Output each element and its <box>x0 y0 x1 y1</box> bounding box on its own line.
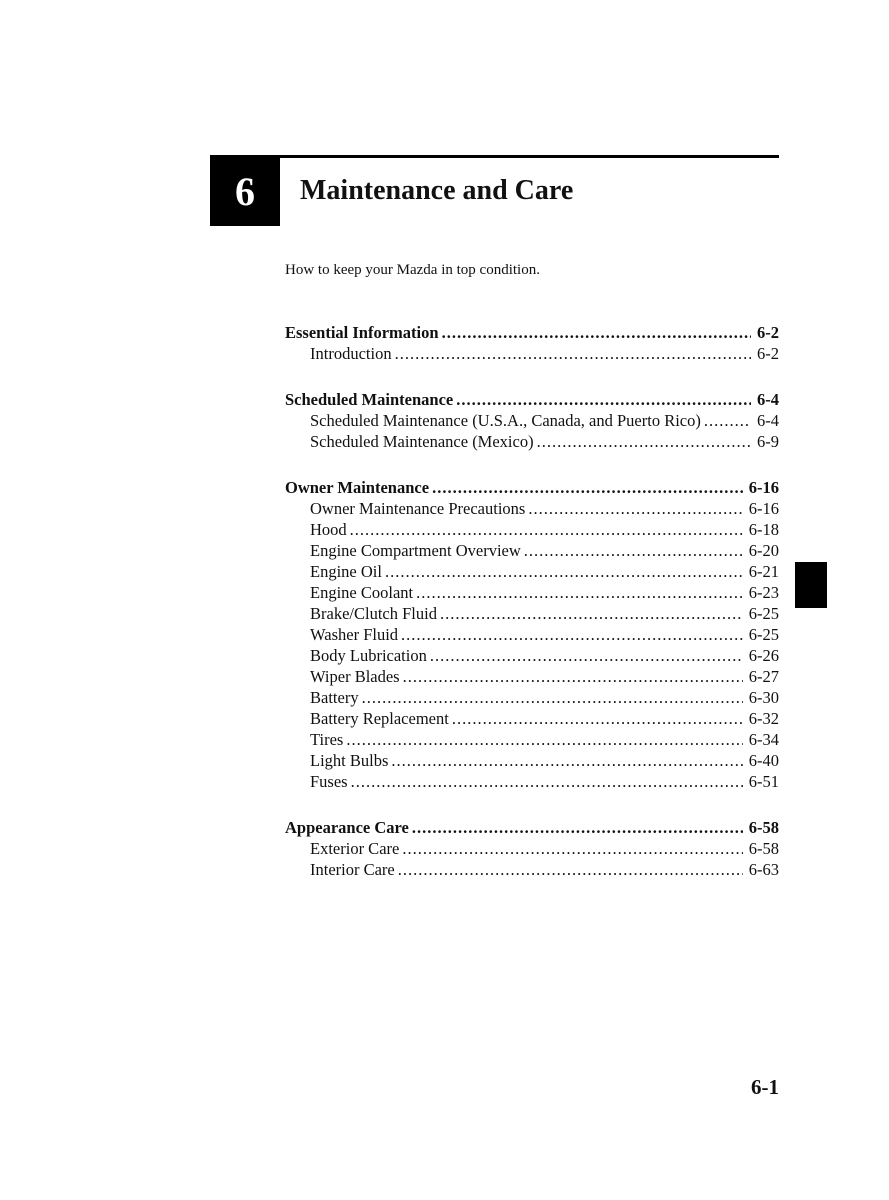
toc-entry-page: 6-63 <box>748 860 779 879</box>
dot-leader <box>524 540 743 561</box>
toc-section-heading-page: 6-4 <box>757 390 779 409</box>
toc-entry-page: 6-26 <box>748 646 779 665</box>
toc-entry[interactable] <box>285 645 779 666</box>
toc-entry-label: Battery Replacement <box>310 709 449 728</box>
toc-entry-page: 6-30 <box>748 688 779 707</box>
toc-section-heading[interactable] <box>285 817 779 838</box>
toc-entry-page: 6-21 <box>748 562 779 581</box>
toc-entry-page: 6-32 <box>748 709 779 728</box>
toc-entry-label: Introduction <box>310 344 392 363</box>
toc-entry[interactable] <box>285 582 779 603</box>
toc-entry-page: 6-18 <box>748 520 779 539</box>
toc-entry-page: 6-2 <box>757 344 779 363</box>
dot-leader <box>395 343 751 364</box>
toc-entry-label: Light Bulbs <box>310 751 389 770</box>
toc-entry-page: 6-23 <box>748 583 779 602</box>
toc-section-heading[interactable] <box>285 389 779 410</box>
toc-section <box>285 817 779 880</box>
dot-leader <box>350 519 743 540</box>
toc-entry-label: Fuses <box>310 772 348 791</box>
chapter-intro: How to keep your Mazda in top condition. <box>285 262 540 278</box>
toc-entry-label: Engine Compartment Overview <box>310 541 521 560</box>
toc-entry-label: Exterior Care <box>310 839 400 858</box>
toc-entry[interactable] <box>285 561 779 582</box>
toc-entry-page: 6-51 <box>748 772 779 791</box>
toc-section <box>285 477 779 792</box>
toc-section-heading-label: Appearance Care <box>285 818 409 837</box>
toc-entry-label: Body Lubrication <box>310 646 427 665</box>
dot-leader <box>456 389 751 410</box>
dot-leader <box>401 624 743 645</box>
toc-entry[interactable] <box>285 603 779 624</box>
dot-leader <box>537 431 751 452</box>
toc-entry[interactable] <box>285 498 779 519</box>
toc-entry-label: Scheduled Maintenance (U.S.A., Canada, and Puerto Rico) <box>310 411 701 430</box>
toc-entry[interactable] <box>285 729 779 750</box>
dot-leader <box>351 771 743 792</box>
dot-leader <box>385 561 743 582</box>
toc-entry[interactable] <box>285 750 779 771</box>
dot-leader <box>704 410 751 431</box>
dot-leader <box>346 729 742 750</box>
chapter-number-box <box>210 157 280 226</box>
page-number: 6-1 <box>751 1075 779 1099</box>
toc-entry-label: Battery <box>310 688 359 707</box>
toc-entry-label: Engine Coolant <box>310 583 414 602</box>
toc-entry-page: 6-9 <box>757 432 779 451</box>
toc-entry[interactable] <box>285 666 779 687</box>
toc-section-heading-label: Owner Maintenance <box>285 478 430 497</box>
toc-entry-label: Hood <box>310 520 347 539</box>
toc-section <box>285 389 779 452</box>
toc-entry-page: 6-4 <box>757 411 779 430</box>
toc-section-heading-page: 6-16 <box>748 478 779 497</box>
toc-entry-page: 6-27 <box>748 667 779 686</box>
toc-entry[interactable] <box>285 708 779 729</box>
toc-section-heading-label: Essential Information <box>285 323 439 342</box>
toc-entry-page: 6-25 <box>748 625 779 644</box>
toc-entry-label: Engine Oil <box>310 562 382 581</box>
dot-leader <box>528 498 742 519</box>
dot-leader <box>430 645 743 666</box>
toc-entry[interactable] <box>285 519 779 540</box>
toc-entry[interactable] <box>285 859 779 880</box>
toc-entry[interactable] <box>285 343 779 364</box>
dot-leader <box>412 817 743 838</box>
toc-entry-label: Tires <box>310 730 344 749</box>
toc-section <box>285 322 779 364</box>
toc-entry[interactable] <box>285 624 779 645</box>
dot-leader <box>452 708 743 729</box>
toc-entry[interactable] <box>285 410 779 431</box>
toc-entry[interactable] <box>285 687 779 708</box>
toc-entry-label: Scheduled Maintenance (Mexico) <box>310 432 534 451</box>
dot-leader <box>432 477 743 498</box>
toc-entry-label: Owner Maintenance Precautions <box>310 499 526 518</box>
dot-leader <box>416 582 743 603</box>
toc-entry-page: 6-34 <box>748 730 779 749</box>
toc-section-heading-page: 6-58 <box>748 818 779 837</box>
toc-entry-page: 6-40 <box>748 751 779 770</box>
title-rule <box>210 155 779 158</box>
toc-entry-label: Interior Care <box>310 860 395 879</box>
dot-leader <box>442 322 751 343</box>
table-of-contents <box>285 322 779 905</box>
toc-entry-label: Brake/Clutch Fluid <box>310 604 437 623</box>
dot-leader <box>402 838 742 859</box>
chapter-number: 6 <box>235 169 255 214</box>
toc-entry-label: Washer Fluid <box>310 625 399 644</box>
dot-leader <box>398 859 743 880</box>
toc-section-heading[interactable] <box>285 322 779 343</box>
dot-leader <box>403 666 743 687</box>
toc-section-heading[interactable] <box>285 477 779 498</box>
dot-leader <box>391 750 742 771</box>
dot-leader <box>362 687 743 708</box>
toc-section-heading-page: 6-2 <box>757 323 779 342</box>
toc-entry[interactable] <box>285 838 779 859</box>
dot-leader <box>440 603 743 624</box>
toc-entry-page: 6-25 <box>748 604 779 623</box>
toc-entry[interactable] <box>285 771 779 792</box>
toc-entry[interactable] <box>285 431 779 452</box>
toc-entry[interactable] <box>285 540 779 561</box>
toc-entry-page: 6-58 <box>748 839 779 858</box>
toc-entry-label: Wiper Blades <box>310 667 400 686</box>
toc-entry-page: 6-16 <box>748 499 779 518</box>
chapter-title: Maintenance and Care <box>300 175 574 206</box>
toc-entry-page: 6-20 <box>748 541 779 560</box>
chapter-tab-marker <box>795 562 827 608</box>
toc-section-heading-label: Scheduled Maintenance <box>285 390 454 409</box>
